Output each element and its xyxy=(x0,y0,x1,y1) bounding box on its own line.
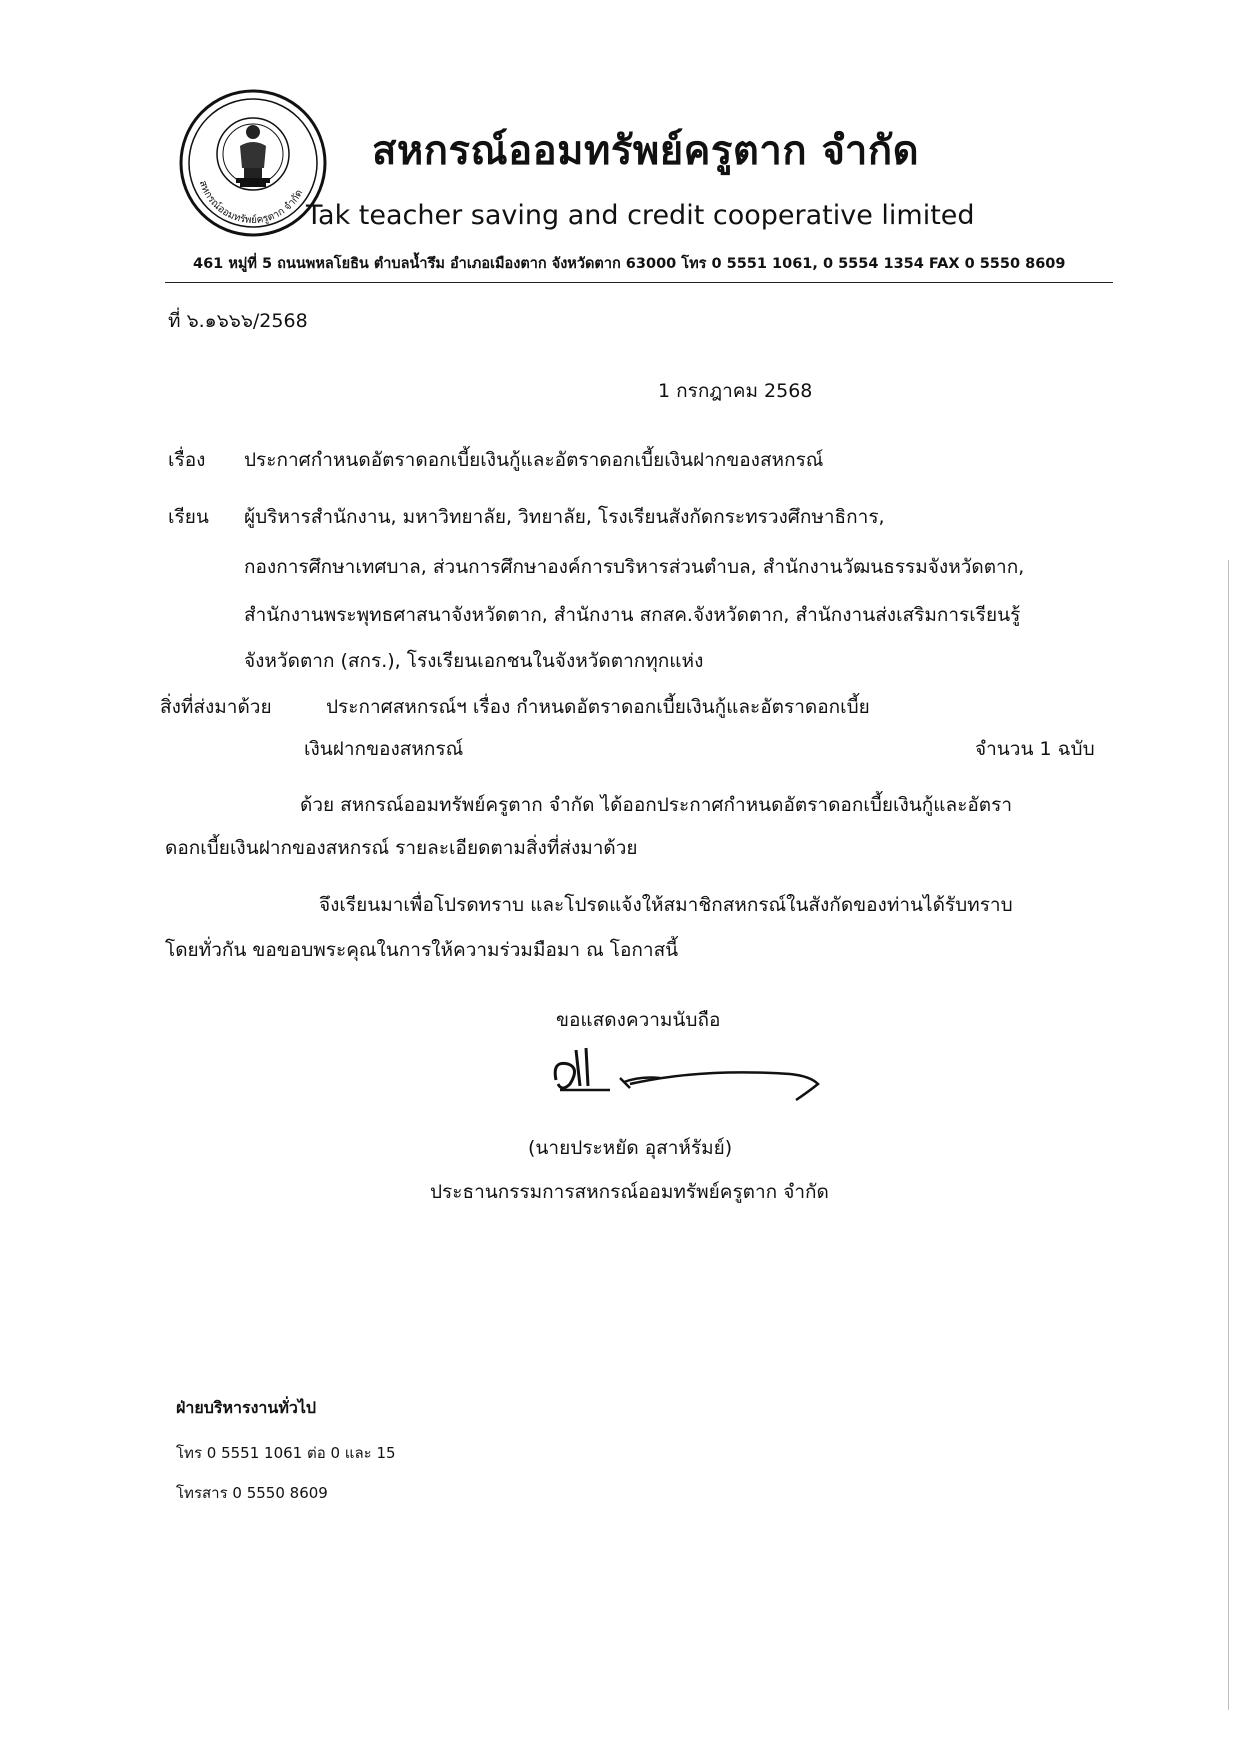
signer-title: ประธานกรรมการสหกรณ์ออมทรัพย์ครูตาก จำกัด xyxy=(430,1181,829,1203)
paragraph-1-line-1: ด้วย สหกรณ์ออมทรัพย์ครูตาก จำกัด ได้ออกประกาศกำหนดอัตราดอกเบี้ยเงินกู้และอัตรา xyxy=(300,794,1013,816)
department-fax: โทรสาร 0 5550 8609 xyxy=(176,1484,328,1502)
recipient-line: จังหวัดตาก (สกร.), โรงเรียนเอกชนในจังหวัดตากทุกแห่ง xyxy=(244,650,704,672)
header-divider xyxy=(165,282,1113,283)
paragraph-2-line-1: จึงเรียนมาเพื่อโปรดทราบ และโปรดแจ้งให้สมาชิกสหกรณ์ในสังกัดของท่านได้รับทราบ xyxy=(319,894,1013,916)
enclosure-text: ประกาศสหกรณ์ฯ เรื่อง กำหนดอัตราดอกเบี้ยเงินกู้และอัตราดอกเบี้ย xyxy=(326,696,870,718)
recipient-line: ผู้บริหารสำนักงาน, มหาวิทยาลัย, วิทยาลัย, โรงเรียนสังกัดกระทรวงศึกษาธิการ, xyxy=(244,506,885,528)
paragraph-2-line-2: โดยทั่วกัน ขอขอบพระคุณในการให้ความร่วมมือมา ณ โอกาสนี้ xyxy=(165,939,679,961)
handwritten-signature xyxy=(550,1040,830,1120)
seal-text: สหกรณ์ออมทรัพย์ครูตาก จำกัด xyxy=(196,179,306,227)
scan-edge-line xyxy=(1228,560,1229,1710)
enclosure-label: สิ่งที่ส่งมาด้วย xyxy=(160,696,272,718)
paragraph-1-line-2: ดอกเบี้ยเงินฝากของสหกรณ์ รายละเอียดตามสิ่งที่ส่งมาด้วย xyxy=(165,837,638,859)
letter-date: 1 กรกฎาคม 2568 xyxy=(658,380,813,402)
subject-text: ประกาศกำหนดอัตราดอกเบี้ยเงินกู้และอัตราดอกเบี้ยเงินฝากของสหกรณ์ xyxy=(244,449,824,471)
closing-salutation: ขอแสดงความนับถือ xyxy=(556,1009,721,1031)
org-name-thai: สหกรณ์ออมทรัพย์ครูตาก จำกัด xyxy=(372,128,920,174)
org-address: 461 หมู่ที่ 5 ถนนพหลโยธิน ตำบลน้ำรึม อำเภอเมืองตาก จังหวัดตาก 63000 โทร 0 5551 1061, 0 5554 1354 FAX 0 5550 8609 xyxy=(193,256,1066,272)
enclosure-text-continued: เงินฝากของสหกรณ์ xyxy=(304,738,464,760)
reference-number: ที่ ๖.๑๖๖๖/2568 xyxy=(168,310,308,332)
signer-name: (นายประหยัด อุสาห์รัมย์) xyxy=(528,1137,733,1159)
subject-label: เรื่อง xyxy=(168,449,206,471)
recipient-label: เรียน xyxy=(168,506,209,528)
recipient-line: สำนักงานพระพุทธศาสนาจังหวัดตาก, สำนักงาน สกสค.จังหวัดตาก, สำนักงานส่งเสริมการเรียนรู้ xyxy=(244,604,1021,626)
recipient-line: กองการศึกษาเทศบาล, ส่วนการศึกษาองค์การบริหารส่วนตำบล, สำนักงานวัฒนธรรมจังหวัดตาก, xyxy=(244,556,1025,578)
org-name-english: Tak teacher saving and credit cooperative limited xyxy=(306,200,975,231)
enclosure-count: จำนวน 1 ฉบับ xyxy=(975,738,1095,760)
department-name: ฝ่ายบริหารงานทั่วไป xyxy=(176,1398,317,1417)
department-phone: โทร 0 5551 1061 ต่อ 0 และ 15 xyxy=(176,1444,396,1462)
